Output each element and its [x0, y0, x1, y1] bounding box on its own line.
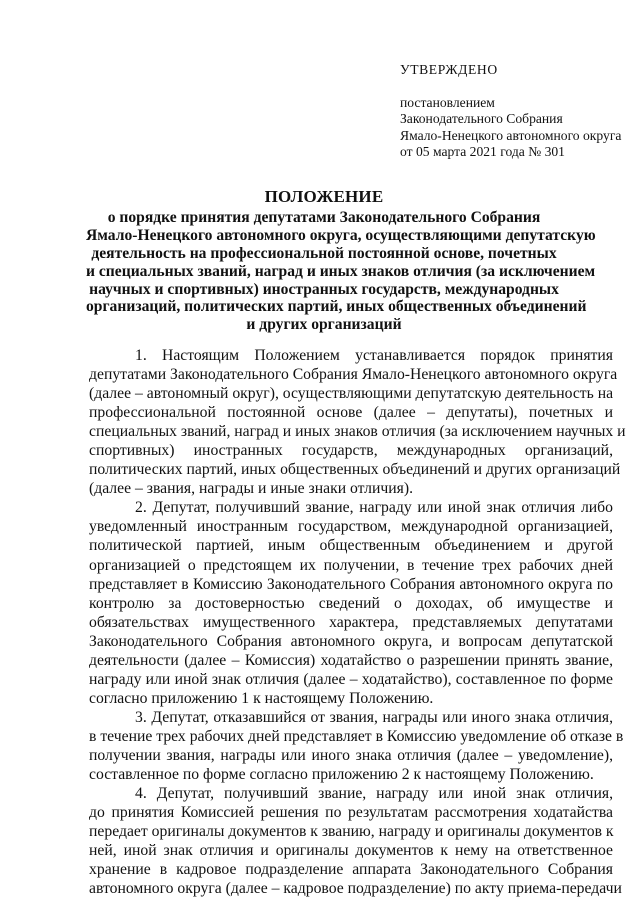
paragraph-line: получении звания, награды или иного знака отличия (далее – уведомление), — [89, 746, 613, 764]
paragraph-1 — [89, 346, 626, 498]
paragraph-3 — [89, 708, 624, 784]
document-body — [89, 346, 626, 898]
approval-stamp — [400, 62, 636, 161]
paragraph-2 — [89, 498, 613, 708]
paragraph-line: организацией о предстоящем их получении, в течение трех рабочих дней — [89, 556, 613, 574]
title-line: и других организаций — [246, 316, 402, 334]
document-title — [86, 187, 596, 334]
paragraph-line: политической партией, иным общественным объединением и другой — [89, 537, 613, 555]
paragraph-line: (далее – звания, награды и иные знаки отличия). — [89, 480, 413, 498]
title-line: Ямало-Ненецкого автономного округа, осуществляющими депутатскую — [86, 226, 596, 244]
paragraph-line: представляет в Комиссию Законодательного Собрания автономного округа по — [89, 575, 613, 593]
paragraph-line: 2. Депутат, получивший звание, награду или иной знак отличия либо — [135, 499, 613, 517]
paragraph-4 — [89, 784, 622, 898]
paragraph-line: уведомленный иностранным государством, международной организацией, — [89, 518, 613, 536]
title-line: и специальных званий, наград и иных знаков отличия (за исключением — [86, 262, 596, 280]
paragraph-line: обязательствах имущественного характера, представляемых депутатами — [89, 613, 613, 631]
title-line: о порядке принятия депутатами Законодательного Собрания — [107, 208, 541, 226]
paragraph-line: политических партий, иных общественных объединений и других организаций — [89, 461, 621, 479]
approval-heading: УТВЕРЖДЕНО — [400, 62, 498, 77]
paragraph-line: специальных званий, наград и иных знаков отличия (за исключением научных и — [89, 423, 626, 441]
approval-line: Ямало-Ненецкого автономного округа — [400, 127, 622, 143]
title-heading: ПОЛОЖЕНИЕ — [264, 187, 384, 206]
paragraph-line: 1. Настоящим Положением устанавливается порядок принятия — [135, 347, 613, 364]
paragraph-line: согласно приложению 1 к настоящему Положению. — [89, 689, 434, 707]
paragraph-line: депутатами Законодательного Собрания Ямало-Ненецкого автономного округа — [89, 366, 618, 384]
paragraph-line: 3. Депутат, отказавшийся от звания, награды или иного знака отличия, — [135, 708, 613, 726]
paragraph-line: передает оригиналы документов к званию, награду и оригиналы документов к — [89, 823, 614, 841]
paragraph-line: спортивных) иностранных государств, международных организаций, — [89, 442, 613, 460]
paragraph-line: составленное по форме согласно приложению 2 к настоящему Положению. — [89, 766, 594, 784]
title-line: деятельность на профессиональной постоянной основе, почетных — [91, 244, 557, 262]
paragraph-line: в течение трех рабочих дней представляет в Комиссию уведомление об отказе в — [89, 727, 624, 745]
approval-line: постановлением — [400, 94, 495, 110]
paragraph-line: профессиональной постоянной основе (далее – депутаты), почетных и — [89, 404, 613, 422]
paragraph-line: ней, иной знак отличия и оригиналы документов к нему на ответственное — [89, 842, 613, 860]
paragraph-line: 4. Депутат, получивший звание, награду или иной знак отличия, — [135, 785, 613, 803]
paragraph-line: автономного округа (далее – кадровое подразделение) по акту приема-передачи — [89, 880, 622, 898]
title-line: организаций, политических партий, иных общественных объединений — [86, 298, 587, 316]
paragraph-line: деятельности (далее – Комиссия) ходатайство о разрешении принять звание, — [89, 651, 613, 669]
title-line: научных и спортивных) иностранных государств, международных — [89, 280, 559, 298]
paragraph-line: Законодательного Собрания автономного округа, и вопросам депутатской — [89, 632, 613, 650]
approval-line: от 05 марта 2021 года № 301 — [400, 144, 565, 159]
approval-line: Законодательного Собрания — [400, 111, 563, 126]
paragraph-line: контролю за достоверностью сведений о доходах, об имуществе и — [89, 594, 613, 612]
paragraph-line: награду или иной знак отличия (далее – ходатайство), составленное по форме — [89, 670, 613, 688]
paragraph-line: до принятия Комиссией решения по результатам рассмотрения ходатайства — [89, 804, 613, 822]
paragraph-line: (далее – автономный округ), осуществляющими депутатскую деятельность на — [89, 385, 614, 403]
paragraph-line: хранение в кадровое подразделение аппарата Законодательного Собрания — [89, 861, 613, 879]
